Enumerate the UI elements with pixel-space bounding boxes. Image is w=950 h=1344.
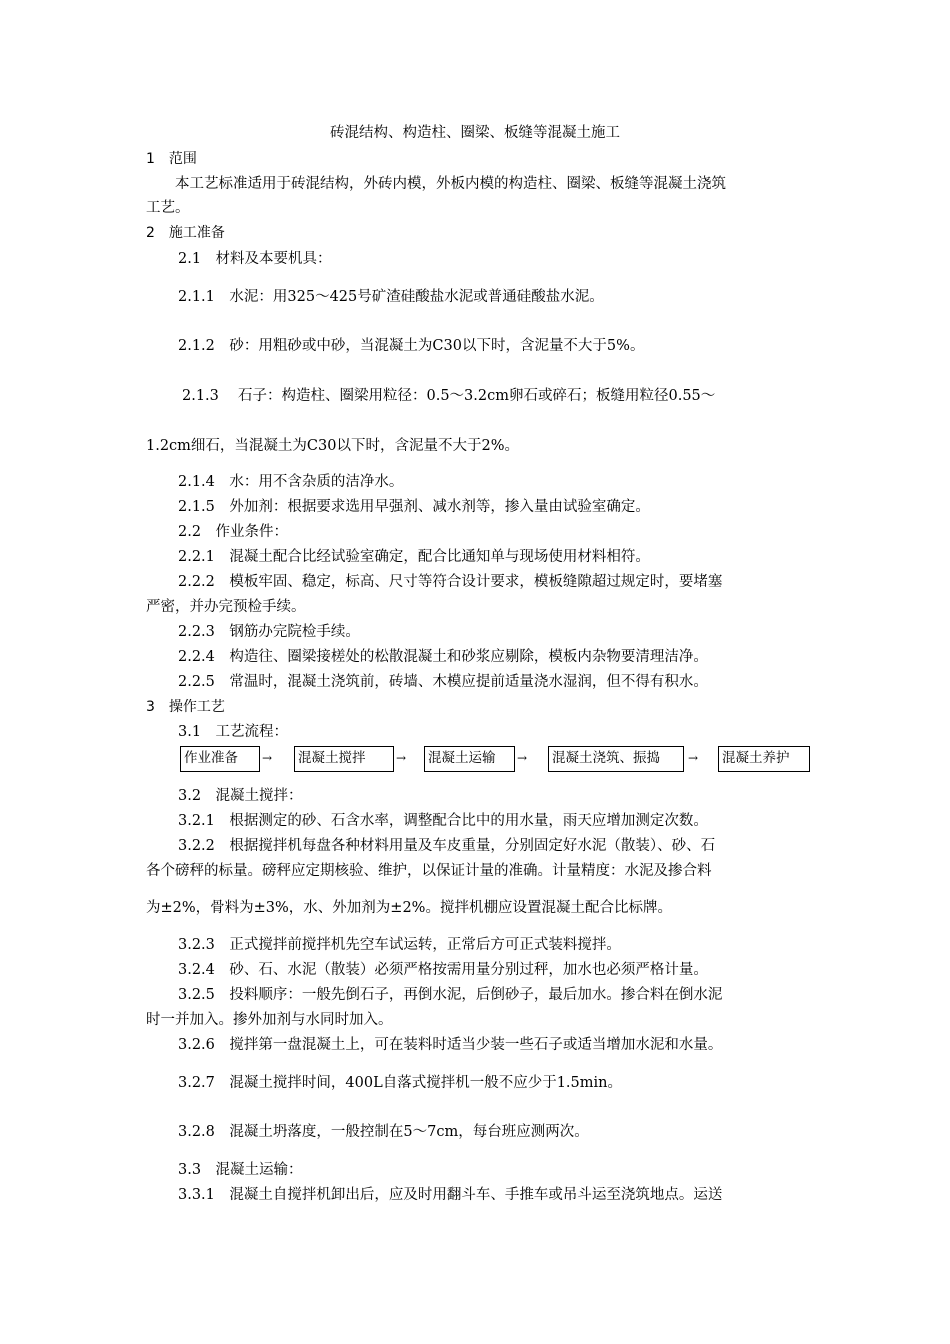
flow-step-box: 混凝土养护 (718, 746, 810, 772)
paragraph-line: 3.2.3 正式搅拌前搅拌机先空车试运转，正常后方可正式装料搅拌。 (178, 937, 621, 953)
paragraph-line: 3.2.4 砂、石、水泥（散装）必须严格按需用量分别过秤，加水也必须严格计量。 (178, 962, 708, 978)
paragraph-line: 2.2 作业条件： (178, 524, 289, 540)
paragraph-line: 1.2cm细石，当混凝土为C30以下时，含泥量不大于2%。 (146, 438, 519, 454)
paragraph-line: 严密，并办完预检手续。 (146, 599, 306, 615)
section-heading: 2 施工准备 (146, 225, 225, 241)
paragraph-line: 2.1.2 砂：用粗砂或中砂，当混凝土为C30以下时，含泥量不大于5%。 (178, 338, 645, 354)
paragraph-line: 2.1 材料及本要机具： (178, 251, 332, 267)
paragraph-line: 3.2 混凝土搅拌： (178, 788, 303, 804)
paragraph-line: 时一并加入。掺外加剂与水同时加入。 (146, 1012, 393, 1028)
right-arrow-icon: → (688, 751, 699, 765)
section-heading: 1 范围 (146, 151, 197, 167)
right-arrow-icon: → (262, 751, 273, 765)
paragraph-line: 为±2%，骨料为±3%，水、外加剂为±2%。搅拌机棚应设置混凝土配合比标牌。 (146, 900, 672, 916)
paragraph-line: 2.2.2 模板牢固、稳定，标高、尺寸等符合设计要求，模板缝隙超过规定时，要堵塞 (178, 574, 723, 590)
paragraph-line: 3.2.8 混凝土坍落度，一般控制在5～7cm，每台班应测两次。 (178, 1124, 589, 1140)
paragraph-line: 3.2.1 根据测定的砂、石含水率，调整配合比中的用水量，雨天应增加测定次数。 (178, 813, 708, 829)
paragraph-line: 本工艺标准适用于砖混结构，外砖内模，外板内模的构造柱、圈梁、板缝等混凝土浇筑 (146, 176, 726, 192)
paragraph-line: 2.1.3 石子：构造柱、圈梁用粒径：0.5～3.2cm卵石或碎石；板缝用粒径0.55～ (182, 388, 716, 404)
paragraph-line: 3.2.2 根据搅拌机每盘各种材料用量及车皮重量，分别固定好水泥（散装）、砂、石 (178, 838, 716, 854)
process-flowchart (180, 746, 810, 774)
right-arrow-icon: → (396, 751, 407, 765)
flow-step-box: 混凝土搅拌 (294, 746, 394, 772)
document-title: 砖混结构、构造柱、圈梁、板缝等混凝土施工 (330, 125, 620, 141)
paragraph-line: 3.2.6 搅拌第一盘混凝土上，可在装料时适当少装一些石子或适当增加水泥和水量。 (178, 1037, 723, 1053)
paragraph-line: 2.1.5 外加剂：根据要求选用早强剂、减水剂等，掺入量由试验室确定。 (178, 499, 650, 515)
flow-step-box: 作业准备 (180, 746, 260, 772)
paragraph-line: 3.3.1 混凝土自搅拌机卸出后，应及时用翻斗车、手推车或吊斗运至浇筑地点。运送 (178, 1187, 723, 1203)
section-heading: 3 操作工艺 (146, 699, 225, 715)
paragraph-line: 3.2.7 混凝土搅拌时间，400L自落式搅拌机一般不应少于1.5min。 (178, 1075, 622, 1091)
paragraph-line: 3.2.5 投料顺序：一般先倒石子，再倒水泥，后倒砂子，最后加水。掺合料在倒水泥 (178, 987, 723, 1003)
paragraph-line: 2.2.3 钢筋办完院检手续。 (178, 624, 360, 640)
paragraph-line: 2.2.4 构造往、圈梁接槎处的松散混凝土和砂浆应剔除，模板内杂物要清理洁净。 (178, 649, 708, 665)
paragraph-line: 2.2.1 混凝土配合比经试验室确定，配合比通知单与现场使用材料相符。 (178, 549, 650, 565)
paragraph-line: 工艺。 (146, 200, 190, 216)
paragraph-line: 3.3 混凝土运输： (178, 1162, 303, 1178)
paragraph-line: 2.1.1 水泥：用325～425号矿渣硅酸盐水泥或普通硅酸盐水泥。 (178, 289, 604, 305)
right-arrow-icon: → (517, 751, 528, 765)
paragraph-line: 2.1.4 水：用不含杂质的洁净水。 (178, 474, 404, 490)
flow-step-box: 混凝土浇筑、振捣 (548, 746, 684, 772)
paragraph-line: 2.2.5 常温时，混凝土浇筑前，砖墙、木模应提前适量浇水湿润，但不得有积水。 (178, 674, 708, 690)
paragraph-line: 3.1 工艺流程： (178, 724, 289, 740)
paragraph-line: 各个磅秤的标量。磅秤应定期核验、维护，以保证计量的准确。计量精度：水泥及掺合料 (146, 863, 712, 879)
flow-step-box: 混凝土运输 (424, 746, 515, 772)
